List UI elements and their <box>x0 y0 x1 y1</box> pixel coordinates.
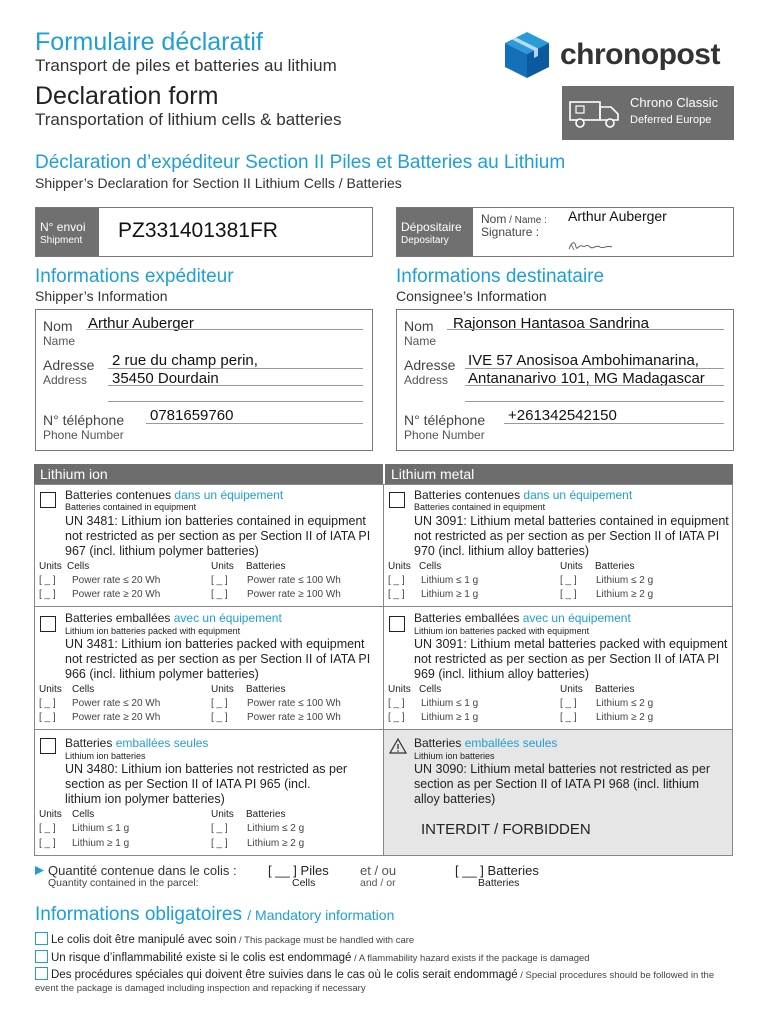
title-en: Declaration form <box>35 82 219 110</box>
battery-row-label: Lithium ≥ 2 g <box>247 838 305 849</box>
ion-packed-checkbox[interactable] <box>40 616 56 632</box>
shipment-label-fr: N° envoi <box>40 220 86 234</box>
battery-row-label: Power rate ≤ 100 Wh <box>247 575 341 586</box>
ion-alone-checkbox[interactable] <box>40 738 56 754</box>
unit-field[interactable]: [ _ ] <box>39 823 56 834</box>
consignee-address-line2[interactable]: Antananarivo 101, MG Madagascar <box>468 370 705 387</box>
service-box <box>562 86 734 140</box>
warning-icon <box>389 738 407 754</box>
cell-row-label: Lithium ≥ 1 g <box>421 589 479 600</box>
batteries-label: Batteries <box>246 561 286 572</box>
consignee-address-label: Adresse <box>404 357 456 373</box>
brand-name: chronopost <box>560 38 720 71</box>
chronopost-logo-icon <box>503 30 551 80</box>
batteries-field[interactable]: [ __ ] Batteries <box>455 863 539 878</box>
unit-field[interactable]: [ _ ] <box>388 589 405 600</box>
cell-row-label: Lithium ≥ 1 g <box>72 838 130 849</box>
forbidden-label: INTERDIT / FORBIDDEN <box>421 821 591 838</box>
service-name: Chrono Classic <box>630 95 719 110</box>
metal-alone-sub: Lithium ion batteries <box>414 751 495 761</box>
shipper-address-line2[interactable]: 35450 Dourdain <box>112 370 219 387</box>
unit-field[interactable]: [ _ ] <box>39 575 56 586</box>
battery-row-label: Lithium ≥ 2 g <box>596 712 654 723</box>
metal-alone-cell <box>383 729 733 856</box>
unit-field[interactable]: [ _ ] <box>560 698 577 709</box>
truck-icon <box>568 96 624 130</box>
mandatory-item-flammability[interactable]: Un risque d’inflammabilité existe si le colis est endommagé / A flammability hazard exists if the package is damaged <box>35 950 590 964</box>
consignee-name-label: Nom <box>404 318 434 334</box>
consignee-subtitle: Consignee’s Information <box>396 288 547 304</box>
shipper-subtitle: Shipper’s Information <box>35 288 168 304</box>
ion-alone-desc: UN 3480: Lithium ion batteries not restricted as per section as per Section II of IATA PI 965 (incl. lithium ion polymer batteries) <box>65 762 348 806</box>
shipper-name-value[interactable]: Arthur Auberger <box>88 315 194 332</box>
consignee-address-label-en: Address <box>404 373 449 387</box>
mandatory-title: Informations obligatoires / Mandatory information <box>35 904 395 925</box>
shipper-name-label-en: Name <box>43 334 76 348</box>
quantity-label: Quantité contenue dans le colis : <box>48 863 237 878</box>
shipper-address-line1[interactable]: 2 rue du champ perin, <box>112 352 258 369</box>
units-label: Units <box>39 684 62 695</box>
battery-row-label: Lithium ≤ 2 g <box>596 698 654 709</box>
mandatory-item-handle[interactable]: Le colis doit être manipulé avec soin / This package must be handled with care <box>35 932 414 946</box>
unit-field[interactable]: [ _ ] <box>211 838 228 849</box>
depositary-label <box>397 208 473 256</box>
ion-alone-sub: Lithium ion batteries <box>65 751 146 761</box>
unit-field[interactable]: [ _ ] <box>211 712 228 723</box>
consignee-name-value[interactable]: Rajonson Hantasoa Sandrina <box>453 315 649 332</box>
cell-row-label: Power rate ≥ 20 Wh <box>72 589 161 600</box>
shipper-box <box>35 309 373 451</box>
metal-contained-head: Batteries contenues dans un équipement <box>414 488 633 502</box>
shipment-label <box>36 208 99 256</box>
units-label: Units <box>39 561 62 572</box>
unit-field[interactable]: [ _ ] <box>560 589 577 600</box>
ion-packed-cell <box>34 606 384 730</box>
shipper-address-label-en: Address <box>43 373 88 387</box>
unit-field[interactable]: [ _ ] <box>39 589 56 600</box>
section-subtitle: Shipper’s Declaration for Section II Lithium Cells / Batteries <box>35 175 402 191</box>
metal-packed-sub: Lithium ion batteries packed with equipment <box>414 626 590 636</box>
mandatory-item-procedures[interactable]: Des procédures spéciales qui doivent être suivies dans le cas où le colis serait endommagé / Special procedures should be followed in the event the package is damaged including inspection and repacking if necessary <box>35 969 715 994</box>
metal-alone-head: Batteries emballées seules <box>414 736 558 750</box>
cell-row-label: Lithium ≥ 1 g <box>421 712 479 723</box>
ion-alone-head: Batteries emballées seules <box>65 736 209 750</box>
unit-field[interactable]: [ _ ] <box>388 712 405 723</box>
cell-row-label: Lithium ≤ 1 g <box>421 698 479 709</box>
unit-field[interactable]: [ _ ] <box>388 698 405 709</box>
metal-contained-desc: UN 3091: Lithium metal batteries contained in equipment not restricted as per section as per Section II of IATA PI 970 (incl. lithium alloy batteries) <box>414 514 729 558</box>
cells-label: Cells <box>72 684 95 695</box>
col-header-lithium-metal: Lithium metal <box>385 464 733 484</box>
unit-field[interactable]: [ _ ] <box>39 698 56 709</box>
shipment-number[interactable]: PZ331401381FR <box>118 219 278 242</box>
mandatory-checkbox[interactable] <box>35 950 48 963</box>
cell-row-label: Lithium ≤ 1 g <box>72 823 130 834</box>
units-label: Units <box>211 561 234 572</box>
consignee-phone-value[interactable]: +261342542150 <box>508 407 617 424</box>
consignee-name-label-en: Name <box>404 334 437 348</box>
mandatory-checkbox[interactable] <box>35 932 48 945</box>
depositary-label-en: Depositary <box>401 235 449 246</box>
depositary-label-fr: Dépositaire <box>401 220 462 234</box>
cells-label: Cells <box>72 809 95 820</box>
unit-field[interactable]: [ _ ] <box>560 575 577 586</box>
service-zone: Deferred Europe <box>630 114 712 126</box>
col-header-lithium-ion: Lithium ion <box>34 464 383 484</box>
shipper-title: Informations expéditeur <box>35 266 234 287</box>
metal-contained-sub: Batteries contained in equipment <box>414 502 546 512</box>
cell-row-label: Lithium ≤ 1 g <box>421 575 479 586</box>
unit-field[interactable]: [ _ ] <box>211 589 228 600</box>
battery-row-label: Lithium ≤ 2 g <box>596 575 654 586</box>
unit-field[interactable]: [ _ ] <box>211 698 228 709</box>
cells-label: Cells <box>419 684 442 695</box>
ion-packed-head: Batteries emballées avec un équipement <box>65 611 282 625</box>
cells-sub: Cells <box>292 877 316 889</box>
battery-row-label: Power rate ≥ 100 Wh <box>247 712 341 723</box>
units-label: Units <box>39 809 62 820</box>
batteries-sub: Batteries <box>478 877 520 889</box>
unit-field[interactable]: [ _ ] <box>560 712 577 723</box>
ion-packed-sub: Lithium ion batteries packed with equipment <box>65 626 241 636</box>
consignee-address-line1[interactable]: IVE 57 Anosisoa Ambohimanarina, <box>468 352 699 369</box>
piles-field[interactable]: [ __ ] Piles <box>268 863 329 878</box>
batteries-label: Batteries <box>595 561 635 572</box>
unit-field[interactable]: [ _ ] <box>388 575 405 586</box>
depositary-name-value[interactable]: Arthur Auberger <box>568 208 667 224</box>
battery-row-label: Lithium ≤ 2 g <box>247 823 305 834</box>
cells-label: Cells <box>67 561 90 572</box>
consignee-box <box>396 309 734 451</box>
metal-packed-desc: UN 3091: Lithium metal batteries packed with equipment not restricted as per section as per Section II of IATA PI 969 (incl. lithium alloy batteries) <box>414 637 728 681</box>
ion-contained-sub: Batteries contained in equipment <box>65 502 197 512</box>
signature-icon <box>567 238 615 254</box>
depositary-signature-label: Signature : <box>481 225 540 239</box>
metal-packed-checkbox[interactable] <box>389 616 405 632</box>
ion-alone-cell <box>34 729 384 856</box>
shipper-name-label: Nom <box>43 318 73 334</box>
batteries-label: Batteries <box>246 684 286 695</box>
consignee-phone-label: N° téléphone <box>404 412 486 428</box>
ion-contained-desc: UN 3481: Lithium ion batteries contained in equipment not restricted as per section as per Section II of IATA PI 967 (incl. lithium polymer batteries) <box>65 514 371 558</box>
depositary-box <box>396 207 734 257</box>
metal-contained-cell <box>383 484 733 607</box>
title-fr: Formulaire déclaratif <box>35 28 263 56</box>
battery-row-label: Power rate ≤ 100 Wh <box>247 698 341 709</box>
metal-packed-cell <box>383 606 733 730</box>
cell-row-label: Power rate ≥ 20 Wh <box>72 712 161 723</box>
metal-alone-desc: UN 3090: Lithium metal batteries not restricted as per section as per Section II of IATA PI 968 (incl. lithium alloy batteries) <box>414 762 710 806</box>
shipper-phone-label-en: Phone Number <box>43 428 124 442</box>
quantity-label-en: Quantity contained in the parcel: <box>48 877 199 889</box>
ion-contained-cell <box>34 484 384 607</box>
and-or-en: and / or <box>360 877 396 889</box>
subtitle-fr: Transport de piles et batteries au lithium <box>35 56 337 75</box>
units-label: Units <box>388 561 411 572</box>
depositary-name-label: Nom / Name : <box>481 212 547 226</box>
unit-field[interactable]: [ _ ] <box>211 823 228 834</box>
shipper-phone-value[interactable]: 0781659760 <box>150 407 234 424</box>
units-label: Units <box>560 684 583 695</box>
units-label: Units <box>388 684 411 695</box>
subtitle-en: Transportation of lithium cells & batteries <box>35 110 342 129</box>
and-or-fr: et / ou <box>360 863 397 878</box>
shipper-address-label: Adresse <box>43 357 95 373</box>
shipment-label-en: Shipment <box>40 235 83 246</box>
units-label: Units <box>211 684 234 695</box>
ion-contained-checkbox[interactable] <box>40 492 56 508</box>
mandatory-checkbox[interactable] <box>35 967 48 980</box>
consignee-phone-label-en: Phone Number <box>404 428 485 442</box>
unit-field[interactable]: [ _ ] <box>39 838 56 849</box>
shipper-phone-label: N° téléphone <box>43 412 125 428</box>
battery-row-label: Lithium ≥ 2 g <box>596 589 654 600</box>
batteries-label: Batteries <box>595 684 635 695</box>
consignee-title: Informations destinataire <box>396 266 605 287</box>
cells-label: Cells <box>419 561 442 572</box>
battery-row-label: Power rate ≥ 100 Wh <box>247 589 341 600</box>
ion-packed-desc: UN 3481: Lithium ion batteries packed with equipment not restricted as per section as per Section II of IATA PI 966 (incl. lithium polymer batteries) <box>65 637 371 681</box>
metal-contained-checkbox[interactable] <box>389 492 405 508</box>
unit-field[interactable]: [ _ ] <box>39 712 56 723</box>
cell-row-label: Power rate ≤ 20 Wh <box>72 698 161 709</box>
units-label: Units <box>560 561 583 572</box>
unit-field[interactable]: [ _ ] <box>211 575 228 586</box>
ion-contained-head: Batteries contenues dans un équipement <box>65 488 284 502</box>
arrow-right-icon <box>35 866 44 875</box>
shipment-box <box>35 207 373 257</box>
cell-row-label: Power rate ≤ 20 Wh <box>72 575 161 586</box>
section-title: Déclaration d’expéditeur Section II Piles et Batteries au Lithium <box>35 152 566 173</box>
batteries-label: Batteries <box>246 809 286 820</box>
metal-packed-head: Batteries emballées avec un équipement <box>414 611 631 625</box>
units-label: Units <box>211 809 234 820</box>
